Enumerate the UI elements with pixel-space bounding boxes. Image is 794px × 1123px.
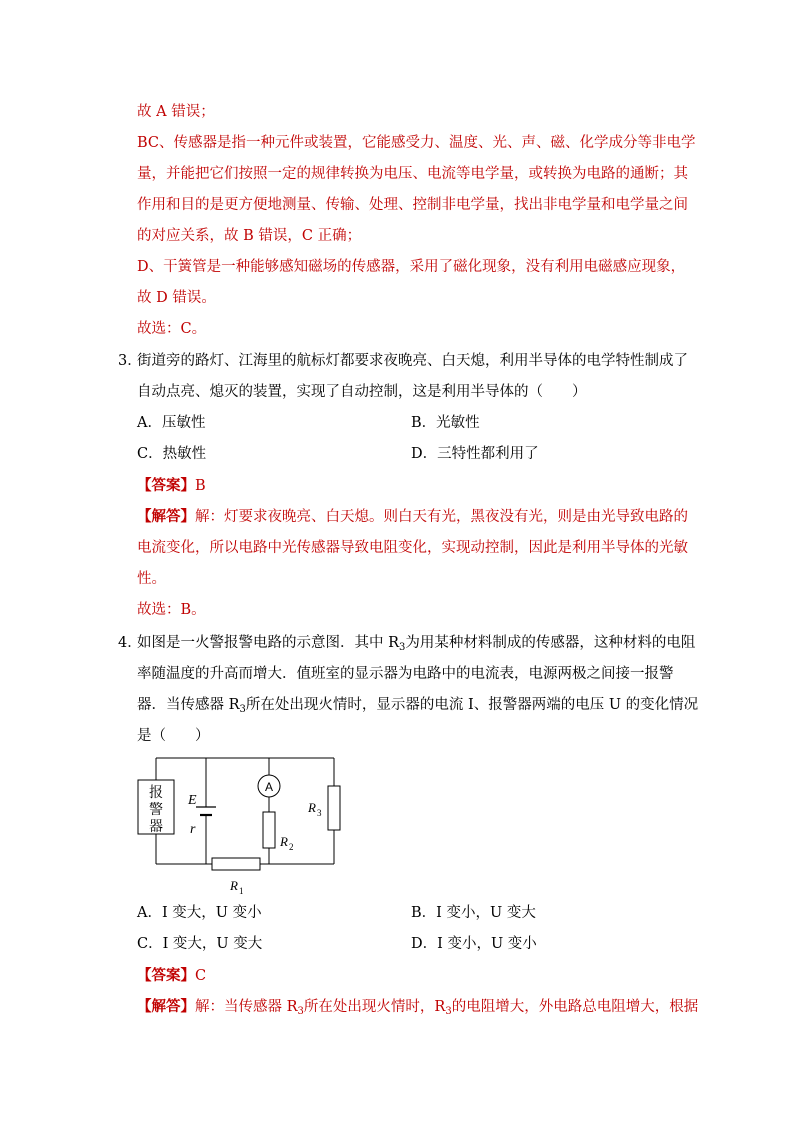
q3-answer-value: B [195,478,206,494]
ammeter-label: A [264,780,274,794]
q4-stem-line-3 [137,695,698,720]
r3-label: R [308,800,316,815]
internal-resistance-label: r [190,822,196,837]
q4-stem-1a: 如图是一火警报警电路的示意图．其中 R [137,635,400,651]
q3-option-b: B．光敏性 [411,415,480,431]
q3-choose: 故选：B。 [137,602,206,618]
prev-solution-line-4: 作用和目的是更方便地测量、传输、处理、控制非电学量，找出非电学量和电学量之间 [137,197,688,213]
q4-explain-1-sub: 3 [297,1006,304,1017]
q4-stem-1-sub: 3 [399,642,406,653]
q4-number: 4． [118,635,142,651]
r2-label: R [280,834,288,849]
r1-resistor [212,858,260,870]
prev-solution-choose: 故选：C。 [137,321,207,337]
q4-stem-line-1 [137,633,695,658]
r1-label: R [230,878,238,893]
q3-option-d: D．三特性都利用了 [411,446,539,462]
q4-answer-value: C [195,968,207,984]
q3-option-a: A．压敏性 [137,415,206,431]
q4-explain-1-sub2: 3 [445,1006,452,1017]
alarm-label-1: 报 [149,786,163,801]
q3-explain-text-1: 解：灯要求夜晚亮、白天熄。则白天有光，黑夜没有光，则是由光导致电路的 [195,509,688,525]
q4-answer-tag: 【答案】 [137,967,195,984]
q4-explain-1c: 的电阻增大，外电路总电阻增大，根据 [451,999,699,1015]
prev-solution-line-5: 的对应关系，故 B 错误，C 正确； [137,228,362,244]
q3-explain-line-2: 电流变化，所以电路中光传感器导致电阻变化，实现动控制，因此是利用半导体的光敏 [137,540,688,556]
q4-answer [137,966,206,986]
q3-explain-line-1 [137,507,688,527]
q4-stem-3a: 器．当传感器 R [137,697,240,713]
q3-answer [137,476,206,496]
r2-sub: 2 [289,842,294,852]
q3-answer-tag: 【答案】 [137,477,195,494]
q4-stem-3b: 所在处出现火情时，显示器的电流 I、报警器两端的电压 U 的变化情况 [245,697,699,713]
q4-explain-line-1 [137,997,698,1022]
r3-sub: 3 [317,808,322,818]
emf-label: E [188,793,197,808]
alarm-label-3: 器 [149,820,163,835]
r3-resistor [328,786,340,830]
r2-resistor [263,812,275,848]
q4-explain-tag: 【解答】 [137,998,195,1015]
prev-solution-line-6: D、干簧管是一种能够感知磁场的传感器，采用了磁化现象，没有利用电磁感应现象， [137,259,686,275]
q3-explain-line-3: 性。 [137,571,166,587]
prev-solution-line-3: 量，并能把它们按照一定的规律转换为电压、电流等电学量，或转换为电路的通断；其 [137,166,688,182]
circuit-diagram [136,750,346,900]
q4-option-a: A．I 变大，U 变小 [137,905,262,921]
q3-explain-tag: 【解答】 [137,508,195,525]
q4-explain-1b: 所在处出现火情时，R [303,999,446,1015]
q4-stem-line-4: 是（ ） [137,728,210,744]
prev-solution-line-2: BC、传感器是指一种元件或装置，它能感受力、温度、光、声、磁、化学成分等非电学 [137,135,696,151]
alarm-label-2: 警 [149,803,163,818]
q4-option-d: D．I 变小，U 变小 [411,936,537,952]
q3-stem-line-1: 街道旁的路灯、江海里的航标灯都要求夜晚亮、白天熄，利用半导体的电学特性制成了 [137,353,688,369]
q4-stem-3-sub: 3 [239,704,246,715]
q3-number: 3． [118,353,142,369]
q4-explain-1a: 解：当传感器 R [195,999,298,1015]
q4-option-c: C．I 变大，U 变大 [137,936,263,952]
q4-option-b: B．I 变小，U 变大 [411,905,536,921]
q4-stem-1b: 为用某种材料制成的传感器，这种材料的电阻 [405,635,696,651]
r1-sub: 1 [239,886,244,896]
q4-stem-line-2: 率随温度的升高而增大．值班室的显示器为电路中的电流表，电源两极之间接一报警 [137,666,674,682]
q3-option-c: C．热敏性 [137,446,207,462]
prev-solution-line-1: 故 A 错误； [137,104,215,120]
q3-stem-line-2: 自动点亮、熄灭的装置，实现了自动控制，这是利用半导体的（ ） [137,384,587,400]
prev-solution-line-7: 故 D 错误。 [137,290,216,306]
